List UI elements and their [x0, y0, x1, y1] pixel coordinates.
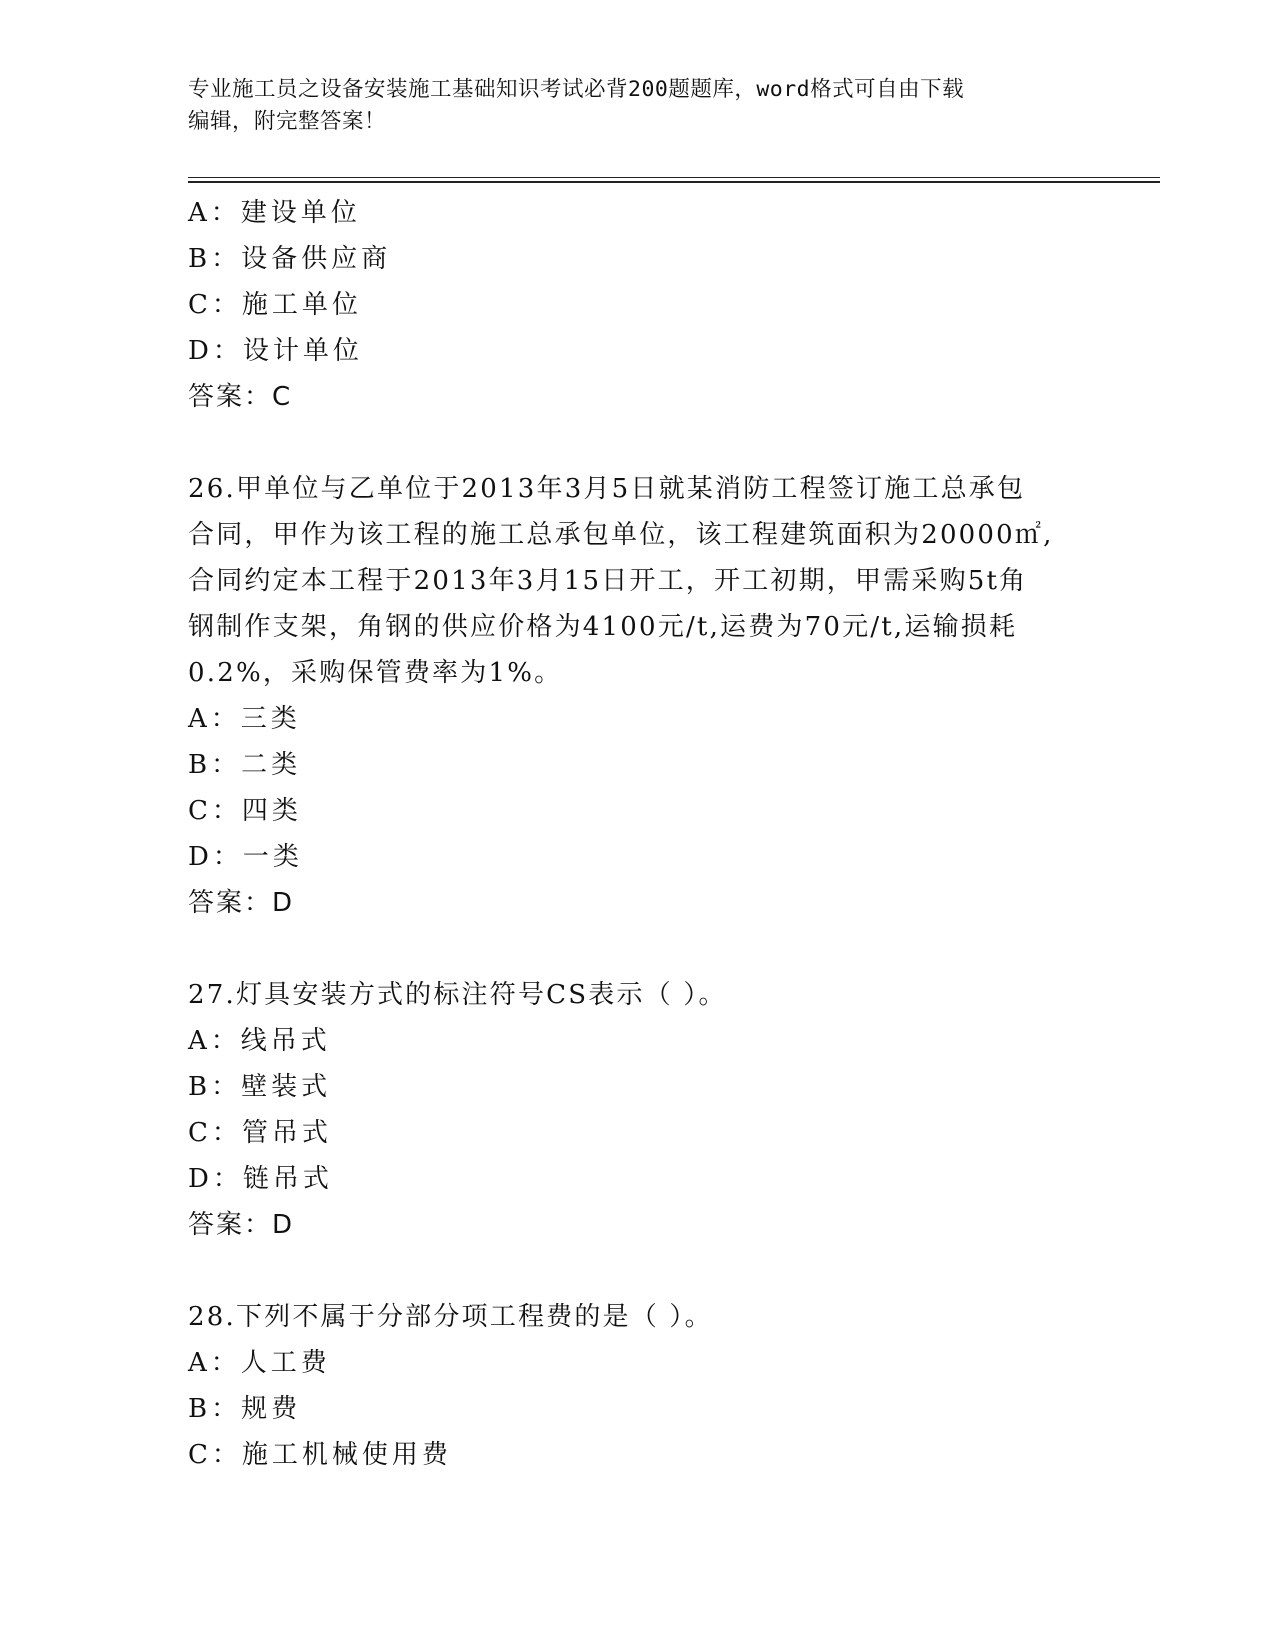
option-c: C：施工机械使用费	[188, 1440, 452, 1470]
option-b: B：二类	[188, 750, 302, 780]
header-divider-thick	[188, 181, 1160, 183]
answer: 答案：D	[188, 1210, 295, 1240]
question-27	[188, 972, 1088, 1248]
question-stem-line: 合同，甲作为该工程的施工总承包单位，该工程建筑面积为20000㎡,	[188, 520, 1054, 550]
question-list	[188, 190, 1088, 1478]
option-c: C：四类	[188, 796, 302, 826]
option-c: C：施工单位	[188, 290, 362, 320]
option-a: A：人工费	[188, 1348, 331, 1378]
question-stem-line: 钢制作支架，角钢的供应价格为4100元/t,运费为70元/t,运输损耗	[188, 612, 1018, 642]
question-25	[188, 190, 1088, 420]
option-c: C：管吊式	[188, 1118, 332, 1148]
question-28	[188, 1294, 1088, 1478]
question-26	[188, 466, 1088, 926]
option-b: B：设备供应商	[188, 244, 392, 274]
option-d: D：设计单位	[188, 336, 363, 366]
option-a: A：线吊式	[188, 1026, 331, 1056]
question-stem: 28.下列不属于分部分项工程费的是（ ）。	[188, 1302, 713, 1332]
question-stem: 27.灯具安装方式的标注符号CS表示（ ）。	[188, 980, 727, 1010]
header-title-line-2: 编辑，附完整答案！	[188, 109, 387, 134]
option-b: B：壁装式	[188, 1072, 332, 1102]
answer: 答案：D	[188, 888, 295, 918]
document-header	[188, 74, 1078, 138]
option-d: D：链吊式	[188, 1164, 333, 1194]
question-stem-line: 合同约定本工程于2013年3月15日开工，开工初期，甲需采购5t角	[188, 566, 1028, 596]
question-stem-line: 26.甲单位与乙单位于2013年3月5日就某消防工程签订施工总承包	[188, 474, 1026, 504]
header-divider-thin	[188, 177, 1160, 178]
question-stem-line: 0.2%，采购保管费率为1%。	[188, 658, 563, 688]
option-a: A：三类	[188, 704, 301, 734]
option-b: B：规费	[188, 1394, 302, 1424]
header-title-line-1: 专业施工员之设备安装施工基础知识考试必背200题题库，word格式可自由下载	[188, 77, 965, 102]
option-d: D：一类	[188, 842, 303, 872]
answer: 答案：C	[188, 382, 293, 412]
option-a: A：建设单位	[188, 198, 361, 228]
